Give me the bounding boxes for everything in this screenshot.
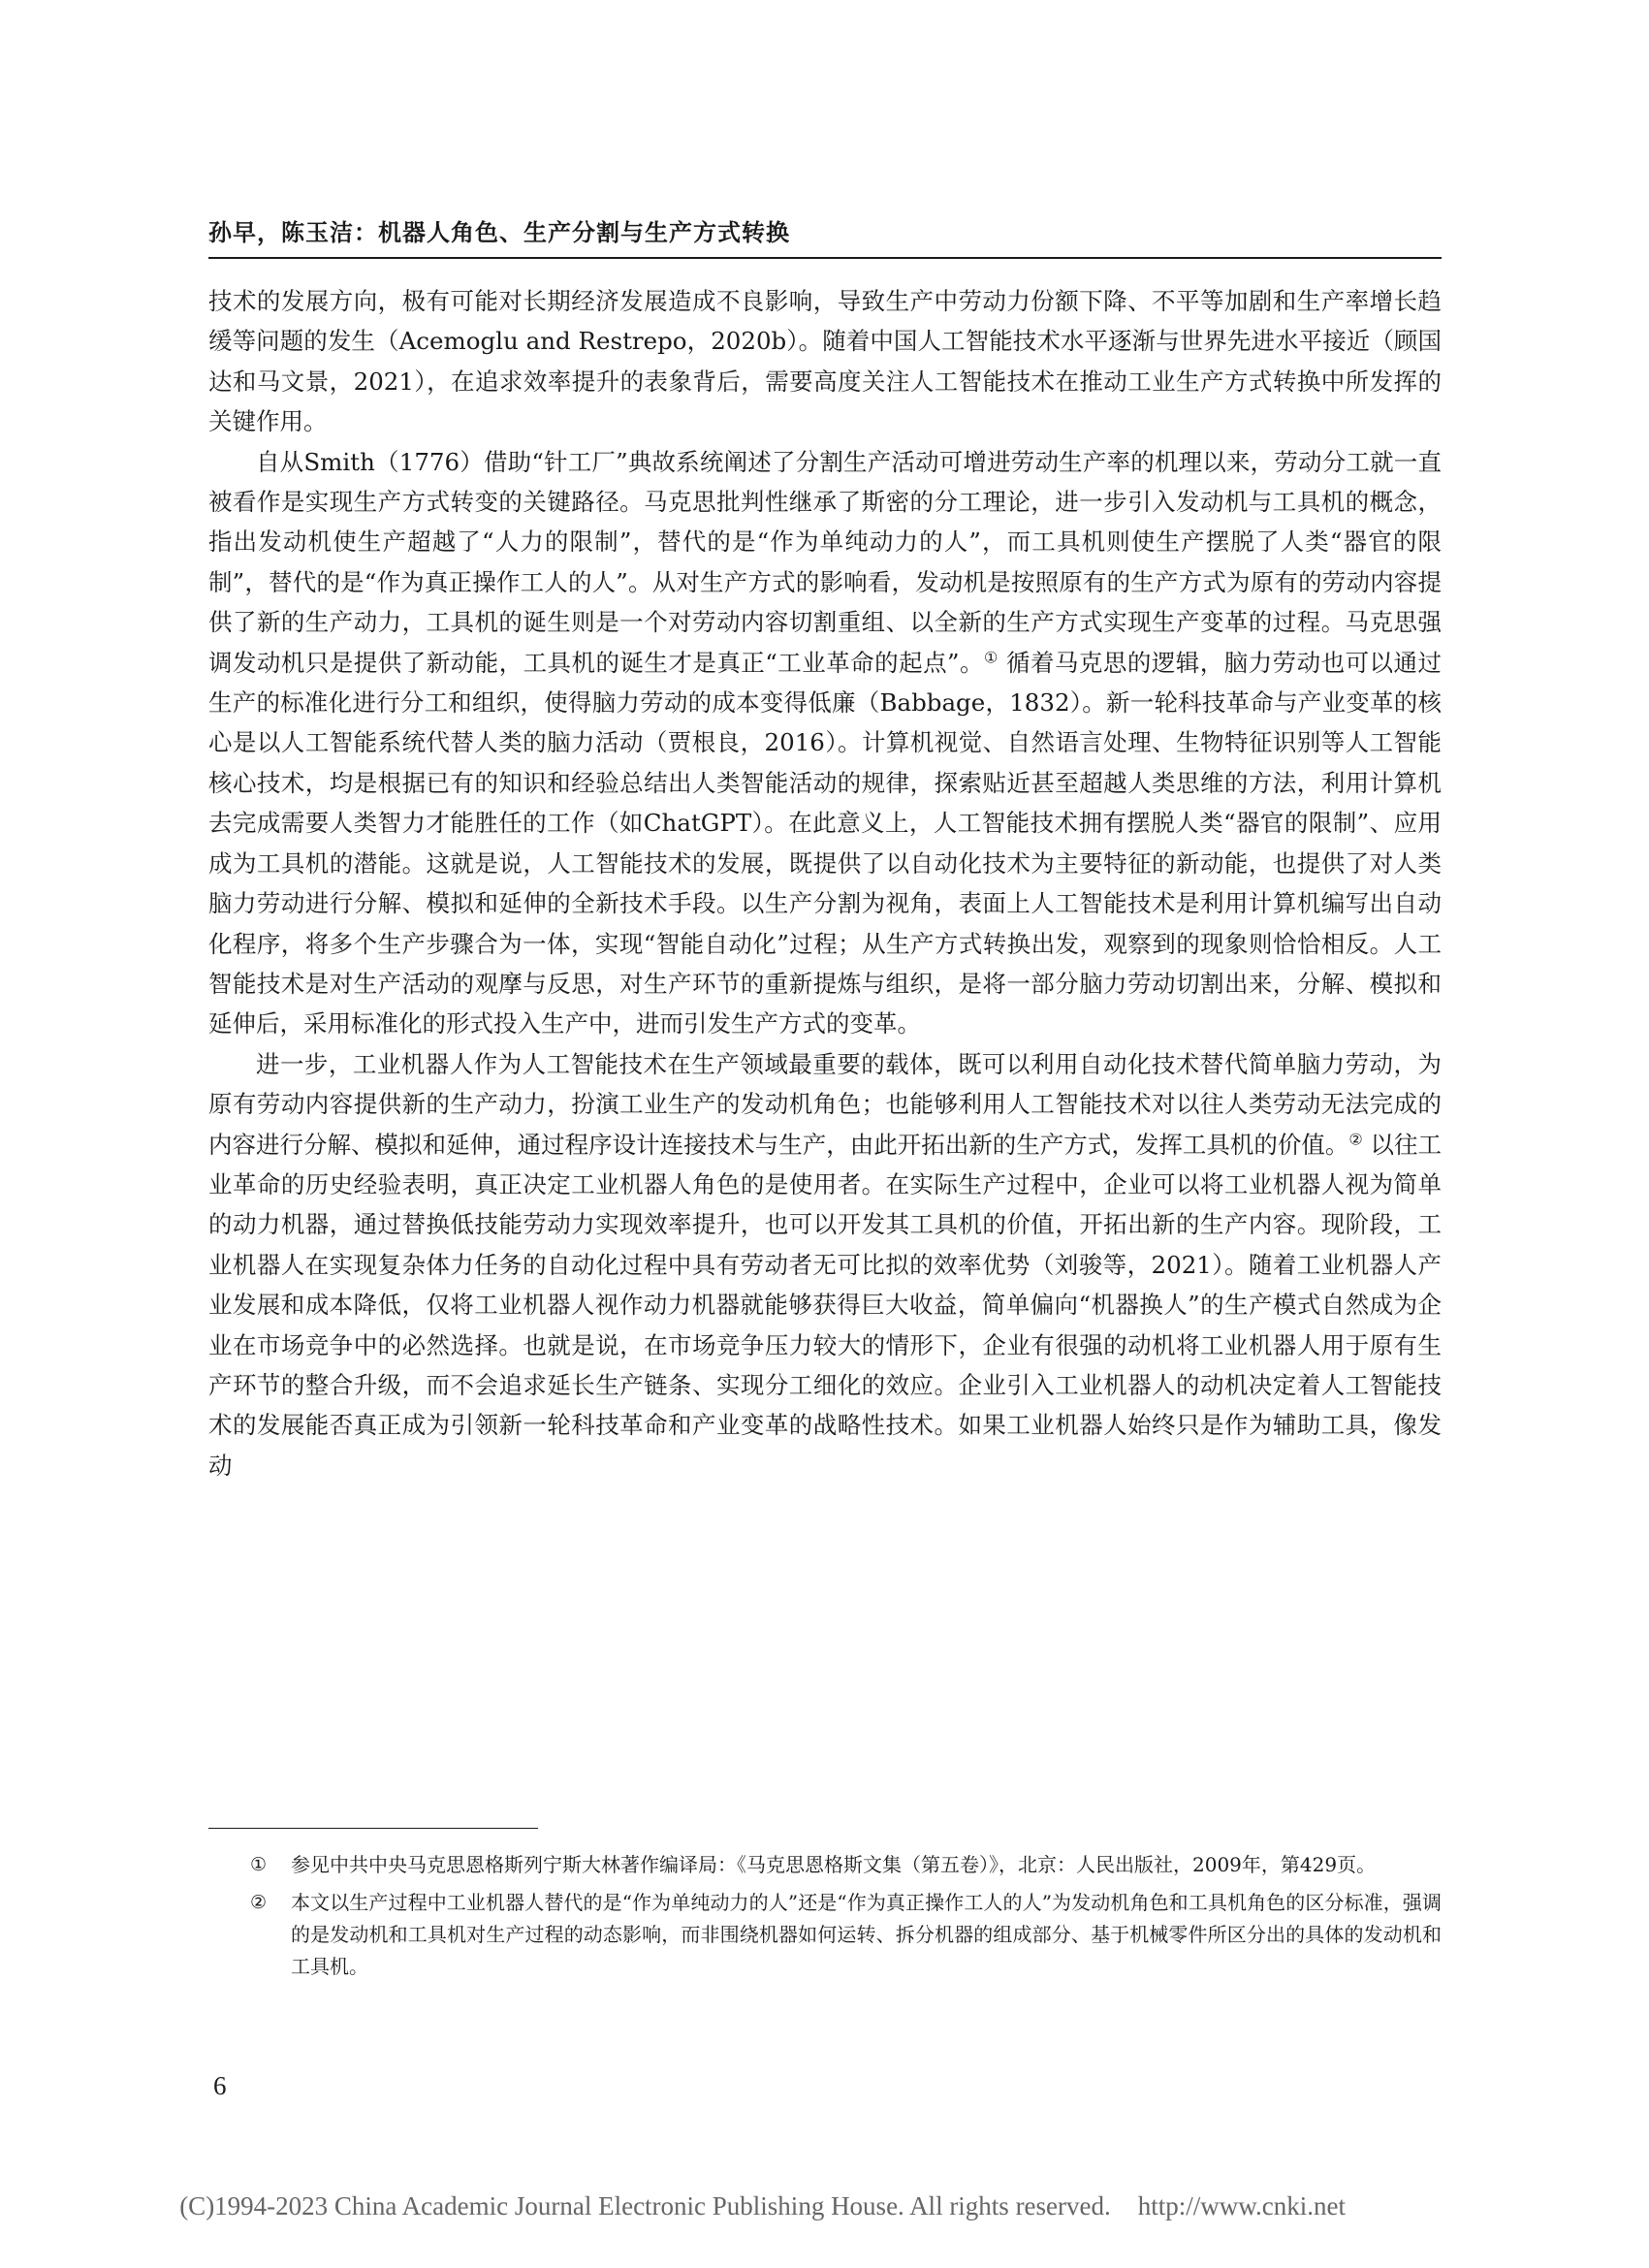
paragraph-2	[208, 442, 1442, 1044]
paragraph-3	[208, 1044, 1442, 1485]
footnote-2-marker: ②	[250, 1892, 268, 1913]
paragraph-3-part-2: 以往工业革命的历史经验表明，真正决定工业机器人角色的是使用者。在实际生产过程中，企业可以将工业机器人视为简单的动力机器，通过替换低技能劳动力实现效率提升，也可以开发其工具机的价值，开拓出新的生产内容。现阶段，工业机器人在实现复杂体力任务的自动化过程中具有劳动者无可比拟的效率优势（刘骏等，2021）。随着工业机器人产业发展和成本降低，仅将工业机器人视作动力机器就能够获得巨大收益，简单偏向“机器换人”的生产模式自然成为企业在市场竞争中的必然选择。也就是说，在市场竞争压力较大的情形下，企业有很强的动机将工业机器人用于原有生产环节的整合升级，而不会追求延长生产链条、实现分工细化的效应。企业引入工业机器人的动机决定着人工智能技术的发展能否真正成为引领新一轮科技革命和产业变革的战略性技术。如果工业机器人始终只是作为辅助工具，像发动	[208, 1130, 1443, 1480]
footnote-1-text: 参见中共中央马克思恩格斯列宁斯大林著作编译局：《马克思恩格斯文集（第五卷）》，北京：人民出版社，2009年，第429页。	[291, 1853, 1377, 1876]
cnki-link[interactable]: http://www.cnki.net	[1137, 2191, 1346, 2220]
footnote-2	[250, 1887, 1442, 1983]
header-rule	[208, 257, 1442, 259]
body-text	[208, 281, 1442, 1485]
footnote-rule	[208, 1828, 538, 1829]
footnote-1	[250, 1849, 1442, 1881]
page-number: 6	[213, 2071, 227, 2100]
footnote-ref-2[interactable]: ②	[1348, 1129, 1363, 1148]
paragraph-3-part-1: 进一步，工业机器人作为人工智能技术在生产领域最重要的载体，既可以利用自动化技术替代简单脑力劳动，为原有劳动内容提供新的生产动力，扮演工业生产的发动机角色；也能够利用人工智能技术对以往人类劳动无法完成的内容进行分解、模拟和延伸，通过程序设计连接技术与生产，由此开拓出新的生产方式，发挥工具机的价值。	[208, 1049, 1442, 1159]
copyright-line	[0, 2190, 1346, 2221]
paragraph-1: 技术的发展方向，极有可能对长期经济发展造成不良影响，导致生产中劳动力份额下降、不平等加剧和生产率增长趋缓等问题的发生（Acemoglu and Restrepo，2020b）。随着中国人工智能技术水平逐渐与世界先进水平接近（顾国达和马文景，2021），在追求效率提升的表象背后，需要高度关注人工智能技术在推动工业生产方式转换中所发挥的关键作用。	[208, 287, 1442, 436]
footnote-2-text: 本文以生产过程中工业机器人替代的是“作为单纯动力的人”还是“作为真正操作工人的人”为发动机角色和工具机角色的区分标准，强调的是发动机和工具机对生产过程的动态影响，而非围绕机器如何运转、拆分机器的组成部分、基于机械零件所区分出的具体的发动机和工具机。	[291, 1891, 1442, 1978]
footnote-1-marker: ①	[250, 1854, 268, 1875]
footnote-ref-1[interactable]: ①	[984, 647, 999, 666]
paragraph-2-part-1: 自从Smith（1776）借助“针工厂”典故系统阐述了分割生产活动可增进劳动生产率的机理以来，劳动分工就一直被看作是实现生产方式转变的关键路径。马克思批判性继承了斯密的分工理论，进一步引入发动机与工具机的概念，指出发动机使生产超越了“人力的限制”，替代的是“作为单纯动力的人”，而工具机则使生产摆脱了人类“器官的限制”，替代的是“作为真正操作工人的人”。从对生产方式的影响看，发动机是按照原有的生产方式为原有的劳动内容提供了新的生产动力，工具机的诞生则是一个对劳动内容切割重组、以全新的生产方式实现生产变革的过程。马克思强调发动机只是提供了新动能，工具机的诞生才是真正“工业革命的起点”。	[208, 447, 1442, 677]
copyright-notice: (C)1994-2023 China Academic Journal Electronic Publishing House. All rights reserved.	[179, 2191, 1111, 2220]
running-title: 孙早，陈玉洁：机器人角色、生产分割与生产方式转换	[208, 219, 790, 246]
paragraph-2-part-2: 循着马克思的逻辑，脑力劳动也可以通过生产的标准化进行分工和组织，使得脑力劳动的成本变得低廉（Babbage，1832）。新一轮科技革命与产业变革的核心是以人工智能系统代替人类的脑力活动（贾根良，2016）。计算机视觉、自然语言处理、生物特征识别等人工智能核心技术，均是根据已有的知识和经验总结出人类智能活动的规律，探索贴近甚至超越人类思维的方法，利用计算机去完成需要人类智力才能胜任的工作（如ChatGPT）。在此意义上，人工智能技术拥有摆脱人类“器官的限制”、应用成为工具机的潜能。这就是说，人工智能技术的发展，既提供了以自动化技术为主要特征的新动能，也提供了对人类脑力劳动进行分解、模拟和延伸的全新技术手段。以生产分割为视角，表面上人工智能技术是利用计算机编写出自动化程序，将多个生产步骤合为一体，实现“智能自动化”过程；从生产方式转换出发，观察到的现象则恰恰相反。人工智能技术是对生产活动的观摩与反思，对生产环节的重新提炼与组织，是将一部分脑力劳动切割出来，分解、模拟和延伸后，采用标准化的形式投入生产中，进而引发生产方式的变革。	[208, 648, 1442, 1038]
footnotes	[250, 1849, 1442, 1989]
